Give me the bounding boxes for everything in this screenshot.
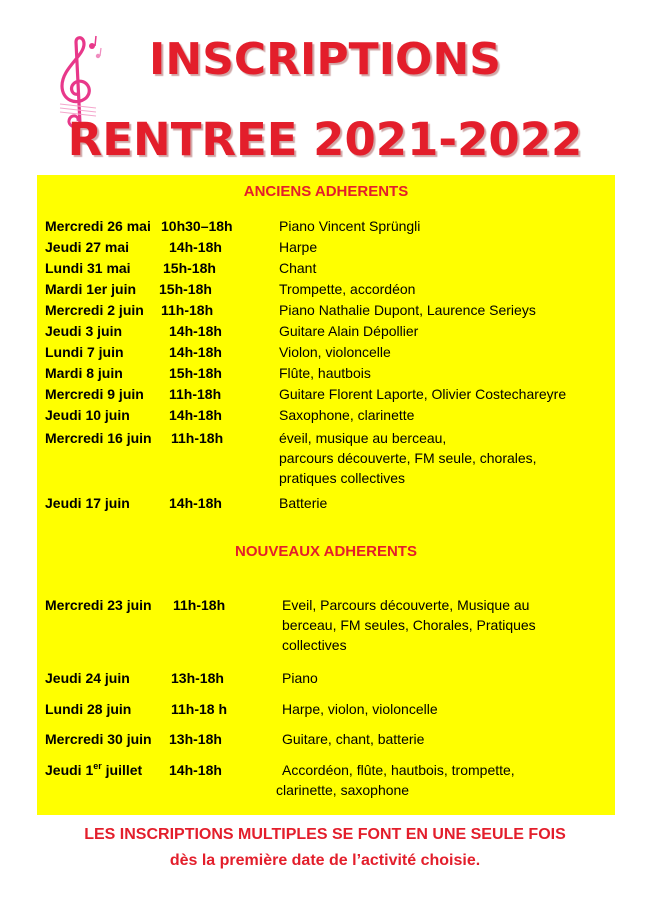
row-activity: Guitare, chant, batterie xyxy=(282,731,425,747)
row-day: Mercredi 23 juin xyxy=(45,597,152,613)
row-activity: Guitare Florent Laporte, Olivier Costechareyre xyxy=(279,386,567,402)
row-time: 11h-18h xyxy=(161,302,214,318)
row-activity: Flûte, hautbois xyxy=(279,365,371,381)
row-activity: Harpe, violon, violoncelle xyxy=(282,701,438,717)
row-time: 10h30–18h xyxy=(161,218,233,234)
row-activity: Harpe xyxy=(279,239,318,255)
row-time: 11h-18h xyxy=(171,430,224,446)
row-time: 11h-18h xyxy=(169,386,222,402)
row-activity: Trompette, accordéon xyxy=(279,281,416,297)
row-activity-line: pratiques collectives xyxy=(279,470,406,486)
row-day: Jeudi 10 juin xyxy=(45,407,130,423)
row-day: Jeudi 24 juin xyxy=(45,670,130,686)
footer-line-2: dès la première date de l’activité choisie. xyxy=(169,852,481,869)
row-day: Jeudi 27 mai xyxy=(45,239,130,255)
anciens-heading: ANCIENS ADHERENTS xyxy=(243,183,409,200)
row-activity-line: éveil, musique au berceau, xyxy=(279,430,447,446)
row-time: 14h-18h xyxy=(169,239,222,255)
row-time: 13h-18h xyxy=(169,731,222,747)
row-day: Mardi 8 juin xyxy=(45,365,123,381)
row-time: 15h-18h xyxy=(159,281,212,297)
nouveaux-heading: NOUVEAUX ADHERENTS xyxy=(235,543,417,560)
row-activity-line: parcours découverte, FM seule, chorales, xyxy=(279,450,537,466)
row-activity: Piano Nathalie Dupont, Laurence Serieys xyxy=(279,302,536,318)
row-activity: Guitare Alain Dépollier xyxy=(279,323,419,339)
row-activity: Saxophone, clarinette xyxy=(279,407,415,423)
row-activity: Piano Vincent Sprüngli xyxy=(279,218,421,234)
row-day: Mercredi 26 mai xyxy=(45,218,151,234)
row-time: 14h-18h xyxy=(169,344,222,360)
row-day: Mardi 1er juin xyxy=(45,281,137,297)
row-time: 13h-18h xyxy=(171,670,224,686)
schedule-panel xyxy=(37,175,615,815)
row-time: 14h-18h xyxy=(169,762,222,778)
title-line-1: INSCRIPTIONS xyxy=(149,34,501,85)
row-day: Jeudi 3 juin xyxy=(45,323,123,339)
row-time: 14h-18h xyxy=(169,407,222,423)
row-time: 15h-18h xyxy=(169,365,222,381)
row-activity-line: collectives xyxy=(282,637,347,653)
row-day: Lundi 31 mai xyxy=(45,260,131,276)
row-day: Mercredi 16 juin xyxy=(45,430,152,446)
row-activity: Chant xyxy=(279,260,317,276)
row-activity-line: berceau, FM seules, Chorales, Pratiques xyxy=(282,617,536,633)
row-day-sup: er xyxy=(93,761,102,771)
row-time: 15h-18h xyxy=(163,260,216,276)
row-day: Mercredi 30 juin xyxy=(45,731,152,747)
row-time: 11h-18h xyxy=(173,597,226,613)
row-time: 11h-18 h xyxy=(171,701,228,717)
row-activity: Violon, violoncelle xyxy=(279,344,391,360)
row-day-prefix: Jeudi 1 xyxy=(45,762,94,778)
row-time: 14h-18h xyxy=(169,495,222,511)
row-activity-line: clarinette, saxophone xyxy=(276,782,410,798)
row-activity-line: Accordéon, flûte, hautbois, trompette, xyxy=(282,762,515,778)
title-line-2: RENTREE 2021-2022 xyxy=(67,113,583,166)
row-day: Lundi 7 juin xyxy=(45,344,124,360)
row-day: Mercredi 9 juin xyxy=(45,386,144,402)
row-day: Lundi 28 juin xyxy=(45,701,132,717)
row-activity-line: Eveil, Parcours découverte, Musique au xyxy=(282,597,530,613)
row-activity: Batterie xyxy=(279,495,328,511)
row-day xyxy=(45,760,142,780)
row-day-suffix: juillet xyxy=(101,762,143,778)
row-day: Mercredi 2 juin xyxy=(45,302,144,318)
row-time: 14h-18h xyxy=(169,323,222,339)
row-activity: Piano xyxy=(282,670,318,686)
row-day: Jeudi 17 juin xyxy=(45,495,130,511)
footer-line-1: LES INSCRIPTIONS MULTIPLES SE FONT EN UNE SEULE FOIS xyxy=(84,826,566,843)
